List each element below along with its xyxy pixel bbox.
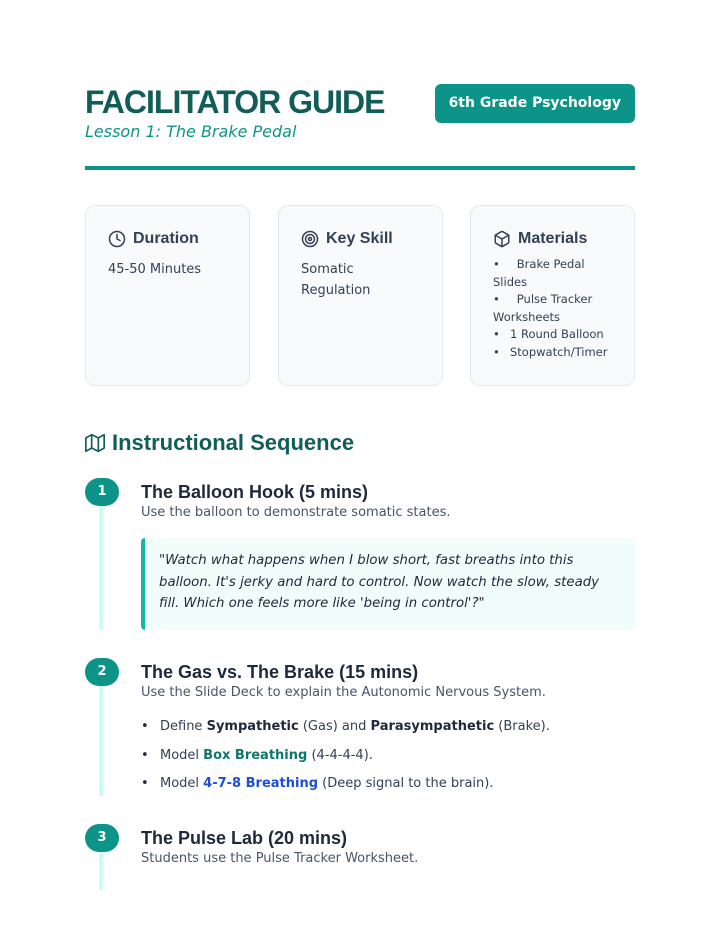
target-icon [301,230,319,248]
materials-list [493,256,618,361]
duration-title: Duration [133,230,199,247]
step-description: Use the Slide Deck to explain the Autonomic Nervous System. [141,685,546,700]
timeline-line [99,492,103,630]
box-icon [493,230,511,248]
step-number-badge: 3 [85,824,119,852]
bullet-text: (Brake). [494,719,550,734]
materials-item: • 1 Round Balloon [493,326,618,344]
key-skill-card [278,205,443,386]
clock-icon [108,230,126,248]
list-item [141,775,550,804]
step-description: Use the balloon to demonstrate somatic states. [141,505,451,520]
header-divider [85,166,635,170]
bullet-text: (4-4-4-4). [307,747,373,763]
list-item [141,718,550,747]
key-skill-title: Key Skill [326,230,393,247]
list-item [141,747,550,776]
step-description: Students use the Pulse Tracker Worksheet. [141,851,419,866]
materials-item: • Brake Pedal Slides [493,256,618,291]
materials-item: • Stopwatch/Timer [493,344,618,362]
key-skill-value: Somatic Regulation [301,262,371,298]
materials-card-header [493,228,634,250]
bullet-text: Define [160,719,207,734]
grade-badge: 6th Grade Psychology [435,84,635,123]
step-title: The Gas vs. The Brake (15 mins) [141,662,419,682]
bullet-emphasis: 4-7-8 Breathing [203,776,319,791]
sequence-heading [85,430,354,456]
duration-card-header [108,228,249,250]
step-title: The Balloon Hook (5 mins) [141,482,369,502]
step-number-badge: 1 [85,478,119,506]
bullet-text: (Gas) and [298,719,371,734]
key-skill-card-header [301,228,442,250]
page-title: FACILITATOR GUIDE [85,84,385,120]
map-icon [85,433,105,453]
facilitator-script-quote: "Watch what happens when I blow short, fast breaths into this balloon. It's jerky and hard to control. Now watch the slow, steady fill. Which one feels more like 'being in control'?" [141,538,635,630]
step-number-badge: 2 [85,658,119,686]
bullet-emphasis: Sympathetic [206,719,299,734]
duration-card [85,205,250,386]
step-title: The Pulse Lab (20 mins) [141,828,348,848]
guide-header [85,84,635,170]
step-bullet-list [141,718,550,804]
materials-title: Materials [518,230,588,247]
timeline-line [99,672,103,796]
materials-item: • Pulse Tracker Worksheets [493,291,618,326]
bullet-text: Model [160,747,204,763]
sequence-title: Instructional Sequence [112,430,355,455]
info-cards [85,205,635,386]
bullet-emphasis: Parasympathetic [370,719,495,734]
duration-value: 45-50 Minutes [108,262,202,277]
bullet-text: Model [160,776,204,791]
materials-card [470,205,635,386]
lesson-subtitle: Lesson 1: The Brake Pedal [85,122,297,141]
bullet-text: (Deep signal to the brain). [318,776,494,791]
bullet-emphasis: Box Breathing [203,747,308,763]
